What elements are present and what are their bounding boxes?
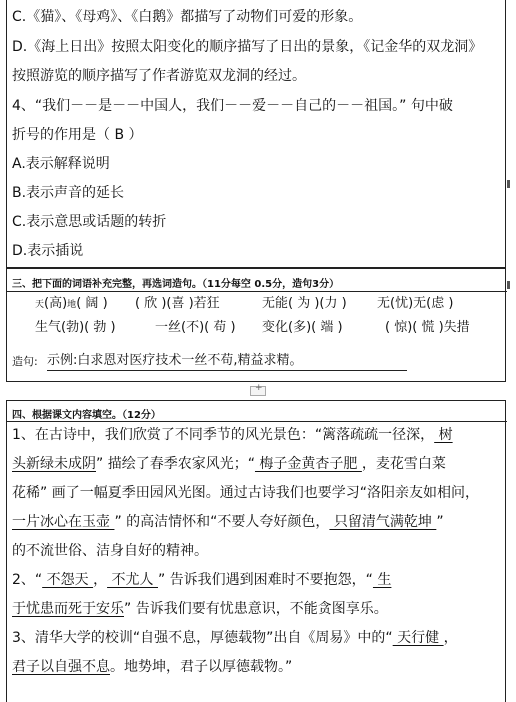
fill-line-2: 头新绿未成阴” 描绘了春季农家风光；“ 梅子金黄杏子肥 ，麦花雪白菜 <box>12 456 446 472</box>
choice-c: C.表示意思或话题的转折 <box>12 214 167 230</box>
choice-d: D.表示插说 <box>12 243 84 259</box>
idiom-wuneng-weili: 无能( 为 )(力 ) <box>262 296 347 311</box>
idiom-xinxi-ruokuang: ( 欣 )(喜 )若狂 <box>135 296 220 311</box>
section4-heading: 四、根据课文内容填空。（12分） <box>12 410 161 421</box>
fill-line-1: 1、在古诗中，我们欣赏了不同季节的风光景色：“篱落疏疏一径深， 树 <box>12 427 453 443</box>
fill-line-8: 3、清华大学的校训“自强不息，厚德载物”出自《周易》中的“ 天行健 ， <box>12 630 458 646</box>
fill-line-4: 一片冰心在玉壶 ” 的高洁情怀和“不要人夸好颜色， 只留清气满乾坤 ” <box>12 514 444 530</box>
option-c-text: C.《猫》、《母鸡》、《白鹅》都描写了动物们可爱的形象。 <box>12 9 363 25</box>
option-d-text-line2: 按照游览的顺序描写了作者游览双龙洞的经过。 <box>12 68 306 84</box>
section3-divider <box>7 291 507 292</box>
idiom-shengqi-bobo: 生气(勃)( 勃 ) <box>35 320 116 335</box>
fill-line-3: 花稀” 画了一幅夏季田园风光图。通过古诗我们也要学习“洛阳亲友如相问， <box>12 485 479 501</box>
idiom-yisi-bugou: 一丝(不)( 苟 ) <box>155 320 236 335</box>
section3-box <box>6 268 506 382</box>
idiom-jinghuang-shicuo: ( 惊)( 慌 )失措 <box>385 320 470 335</box>
question4-line2: 折号的作用是（ B ） <box>12 127 143 143</box>
fill-line-6: 2、“ 不怨天 ， 不尤人 ” 告诉我们遇到困难时不要抱怨，“ 生 <box>12 572 392 588</box>
sentence-answer: 示例:白求恩对医疗技术一丝不苟,精益求精。 <box>47 352 407 371</box>
section4-divider <box>7 421 507 422</box>
question4-line1: 4、“我们－－是－－中国人，我们－－爱－－自己的－－祖国。” 句中破 <box>12 98 453 114</box>
idiom-wuyou-wulv: 无(忧)无(虑 ) <box>377 296 454 311</box>
fill-line-9: 君子以自强不息。地势坤，君子以厚德载物。” <box>12 659 293 675</box>
fill-line-5: 的不流世俗、洁身自好的精神。 <box>12 543 208 559</box>
idiom-bianhua-duoduan: 变化(多)( 端 ) <box>262 320 343 335</box>
choice-a: A.表示解释说明 <box>12 156 110 172</box>
idiom-tiangao-dikuo: 天(高)地( 阔 ) <box>35 296 108 311</box>
margin-marker <box>507 281 510 289</box>
upper-question-box <box>6 0 506 268</box>
section3-heading: 三、把下面的词语补充完整，再选词造句。（11分每空 0.5分，造句3分） <box>12 279 340 290</box>
sentence-label: 造句: <box>12 355 38 368</box>
section4-box <box>6 400 506 702</box>
choice-b: B.表示声音的延长 <box>12 185 125 201</box>
fill-line-7: 于忧患而死于安乐” 告诉我们要有忧患意识，不能贪图享乐。 <box>12 601 388 617</box>
option-d-text-line1: D.《海上日出》按照太阳变化的顺序描写了日出的景象，《记金华的双龙洞》 <box>12 39 483 55</box>
page-break-expand-icon[interactable] <box>250 386 266 396</box>
margin-marker <box>507 180 510 188</box>
